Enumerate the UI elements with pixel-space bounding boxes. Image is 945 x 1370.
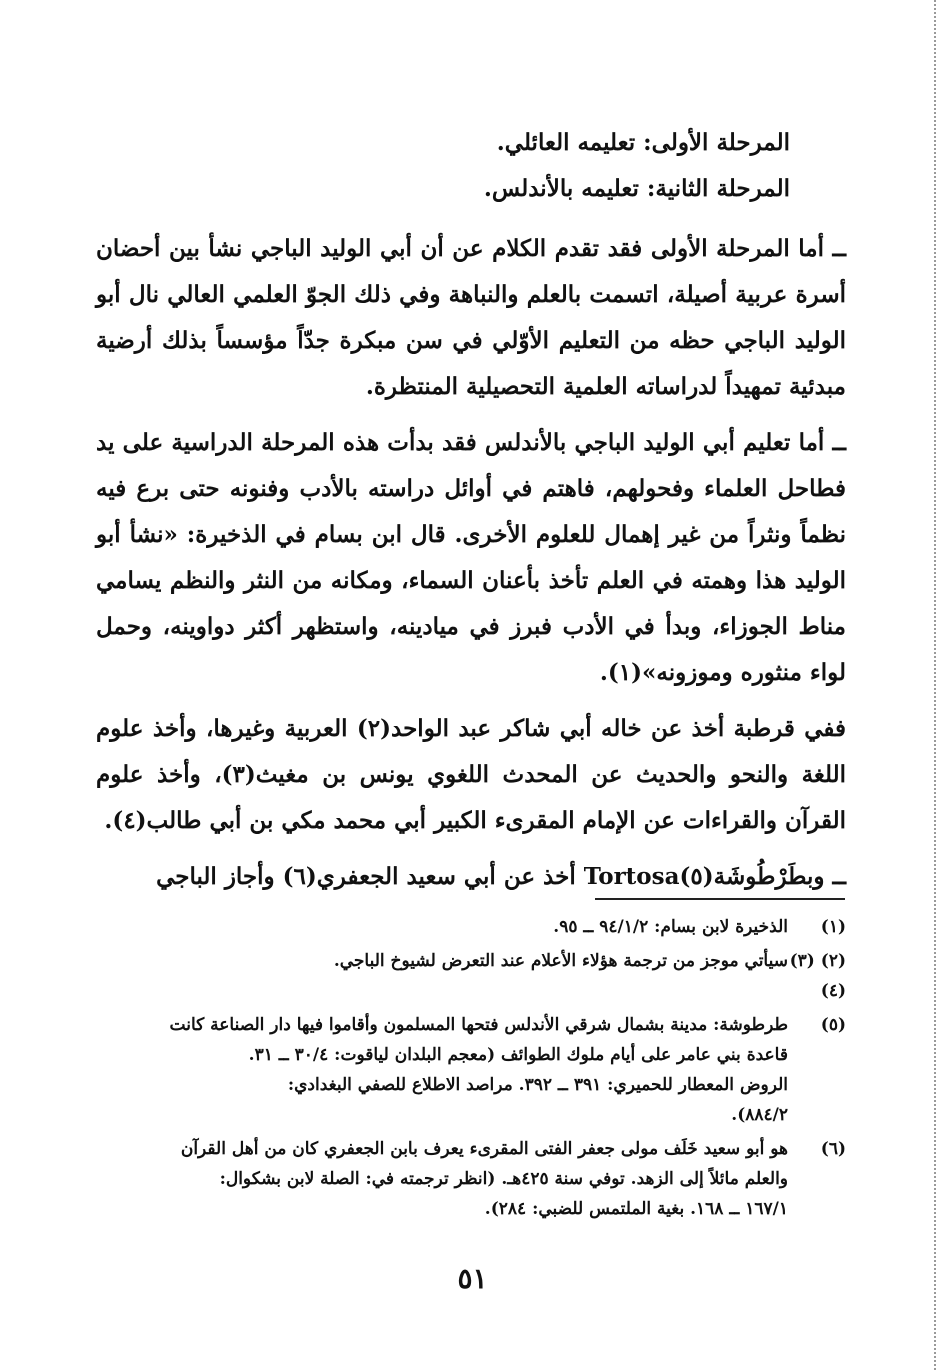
- footnote-text: [96, 912, 788, 942]
- stage-one-line: المرحلة الأولى: تعليمه العائلي.: [496, 129, 790, 156]
- paragraph-cordoba: ففي قرطبة أخذ عن خاله أبي شاكر عبد الواحد(٢) العربية وغيرها، وأخذ علوم اللغة والنحو والحديث عن المحدث اللغوي يونس بن مغيث(٣)، وأخذ علوم القرآن والقراءات عن الإمام المقرىء الكبير أبي محمد مكي بن أبي طالب(٤).: [96, 715, 847, 834]
- footnote-line: ٨٨٤/٢).: [731, 1105, 788, 1125]
- paragraph-tortosa: ــ وبطَرْطُوشَة(٥)Tortosa أخذ عن أبي سعيد الجعفري(٦) وأجاز الباجي: [156, 863, 846, 890]
- footnote-text: [96, 1134, 788, 1224]
- footnote-text: [96, 946, 788, 976]
- main-text: [96, 120, 846, 900]
- footnote-line: قاعدة بني عامر على أيام ملوك الطوائف (معجم البلدان لياقوت: ٣٠/٤ ــ ٣١.: [248, 1045, 788, 1065]
- footnote-number: (٢) (٣) (٤): [789, 951, 846, 1001]
- footnote-6: [96, 1134, 846, 1224]
- paragraph-first-stage: ــ أما المرحلة الأولى فقد تقدم الكلام عن أن أبي الوليد الباجي نشأ بين أحضان أسرة عربية أصيلة، اتسمت بالعلم والنباهة وفي ذلك الجوّ العلمي العالي نال أبو الوليد الباجي حظه من التعليم الأوّلي في سن مبكرة جدّاً مؤسساً بذلك أرضية مبدئية تمهيداً لدراساته العلمية التحصيلية المنتظرة.: [96, 235, 846, 400]
- footnote-line: ١٦٧/١ ــ ١٦٨. بغية الملتمس للضبي: ٢٨٤).: [484, 1199, 788, 1219]
- page-number: ٥١: [457, 1262, 488, 1295]
- paragraph-andalus-education: ــ أما تعليم أبي الوليد الباجي بالأندلس فقد بدأت هذه المرحلة الدراسية على يد فطاحل العلماء وفحولهم، فاهتم في أوائل دراسته بالأدب وفنونه حتى برع فيه نظماً ونثراً من غير إهمال للعلوم الأخرى. قال ابن بسام في الذخيرة: «نشأ أبو الوليد هذا وهمته في العلم تأخذ بأعنان السماء، ومكانه من النثر والنظم يسامي مناط الجوزاء، وبدأ في الأدب فبرز في ميادينه، واستظهر أكثر دواوينه، وحمل لواء منثوره وموزونه»(١).: [96, 429, 846, 686]
- footnote-number: (٥): [820, 1015, 846, 1035]
- footnote-line: الذخيرة لابن بسام: ٩٤/١/٢ ــ ٩٥.: [553, 917, 788, 937]
- footnote-number: (٦): [820, 1139, 846, 1159]
- footnote-1: [96, 912, 846, 942]
- footnote-line: سيأتي موجز من ترجمة هؤلاء الأعلام عند التعرض لشيوخ الباجي.: [333, 951, 788, 971]
- footnote-text: [96, 1010, 788, 1130]
- footnote-number: (١): [820, 917, 846, 937]
- footnote-line: الروض المعطار للحميري: ٣٩١ ــ ٣٩٢. مراصد الاطلاع للصفي البغدادي:: [287, 1075, 788, 1095]
- scan-edge-dots: [934, 0, 936, 1370]
- footnote-line: هو أبو سعيد خَلَف مولى جعفر الفتى المقرىء يعرف بابن الجعفري كان من أهل القرآن: [180, 1139, 788, 1159]
- footnote-separator: [595, 898, 845, 900]
- footnote-line: والعلم مائلاً إلى الزهد. توفي سنة ٤٢٥هـ. (انظر ترجمته في: الصلة لابن بشكوال:: [219, 1169, 788, 1189]
- footnote-line: طرطوشة: مدينة بشمال شرقي الأندلس فتحها المسلمون وأقاموا فيها دار الصناعة كانت: [169, 1015, 788, 1035]
- stage-two-line: المرحلة الثانية: تعليمه بالأندلس.: [483, 175, 790, 202]
- footnote-5: [96, 1010, 846, 1130]
- footnote-2-3-4: [96, 946, 846, 1006]
- footnotes: [96, 912, 846, 1228]
